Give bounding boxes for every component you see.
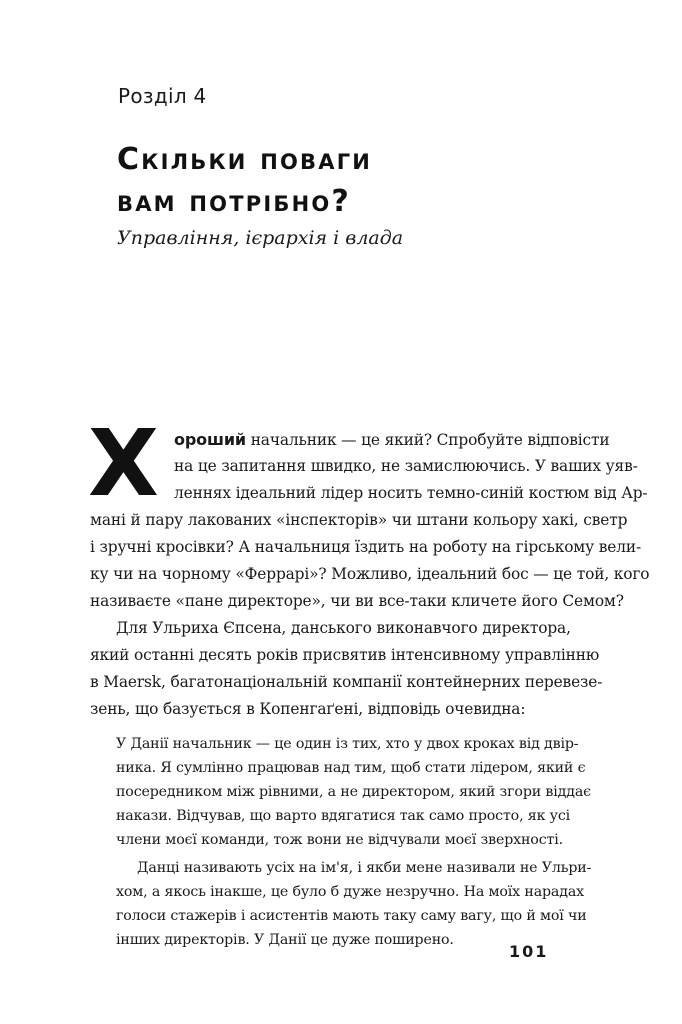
para2-line-1: Для Ульриха Єпсена, данського виконавчого директора, xyxy=(116,619,571,637)
intro-lead-word: ороший xyxy=(174,430,246,449)
intro-line-3: леннях ідеальний лідер носить темно-синій костюм від Ар- xyxy=(174,484,648,502)
para2-line-4: зень, що базується в Копенгаґені, відповідь очевидна: xyxy=(90,700,526,718)
quote-p1-line-4: накази. Відчував, що варто вдягатися так само просто, як усі xyxy=(116,808,571,824)
quote-p1-line-3: посередником між рівними, а не директором, який згори віддає xyxy=(116,784,591,800)
chapter-title xyxy=(117,139,577,223)
intro-line-5: і зручні кросівки? А начальниця їздить на роботу на гірському вели- xyxy=(90,538,642,556)
quote-p1-line-1: У Данії начальник — це один із тих, хто у двох кроках від двір- xyxy=(116,736,579,752)
page-number: 101 xyxy=(509,942,549,961)
intro-line-7: називаєте «пане директоре», чи ви все-таки кличете його Семом? xyxy=(90,592,624,610)
intro-line-4: мані й пару лакованих «інспекторів» чи штани кольору хакі, светр xyxy=(90,511,628,529)
quote-p1-line-2: ника. Я сумлінно працював над тим, щоб стати лідером, який є xyxy=(116,760,586,776)
quote-p2-line-2: хом, а якось інакше, це було б дуже незручно. На моїх нарадах xyxy=(116,884,584,900)
intro-line-1 xyxy=(174,430,610,449)
chapter-title-line-1: Скільки поваги xyxy=(117,142,373,177)
quote-p1-line-5: члени моєї команди, тож вони не відчували моєї зверхності. xyxy=(116,832,563,848)
chapter-subtitle: Управління, ієрархія і влада xyxy=(117,227,404,249)
intro-line-1-text: начальник — це який? Спробуйте відповісти xyxy=(245,431,610,449)
intro-line-6: ку чи на чорному «Феррарі»? Можливо, ідеальний бос — це той, кого xyxy=(90,565,650,583)
chapter-title-line-2: вам потрібно? xyxy=(117,184,351,219)
para2-line-2: який останні десять років присвятив інтенсивному управлінню xyxy=(90,646,600,664)
quote-p2-line-4: інших директорів. У Данії це дуже поширено. xyxy=(116,932,454,948)
chapter-label: Розділ 4 xyxy=(118,84,207,108)
quote-p2-line-1: Данці називають усіх на ім'я, і якби мене називали не Ульри- xyxy=(137,860,592,876)
para2-line-3: в Maersk, багатонаціональній компанії контейнерних перевезе- xyxy=(90,673,603,691)
quote-p2-line-3: голоси стажерів і асистентів мають таку саму вагу, що й мої чи xyxy=(116,908,587,924)
drop-cap: Х xyxy=(88,410,159,517)
intro-line-2: на це запитання швидко, не замислюючись. У ваших уяв- xyxy=(174,457,638,475)
